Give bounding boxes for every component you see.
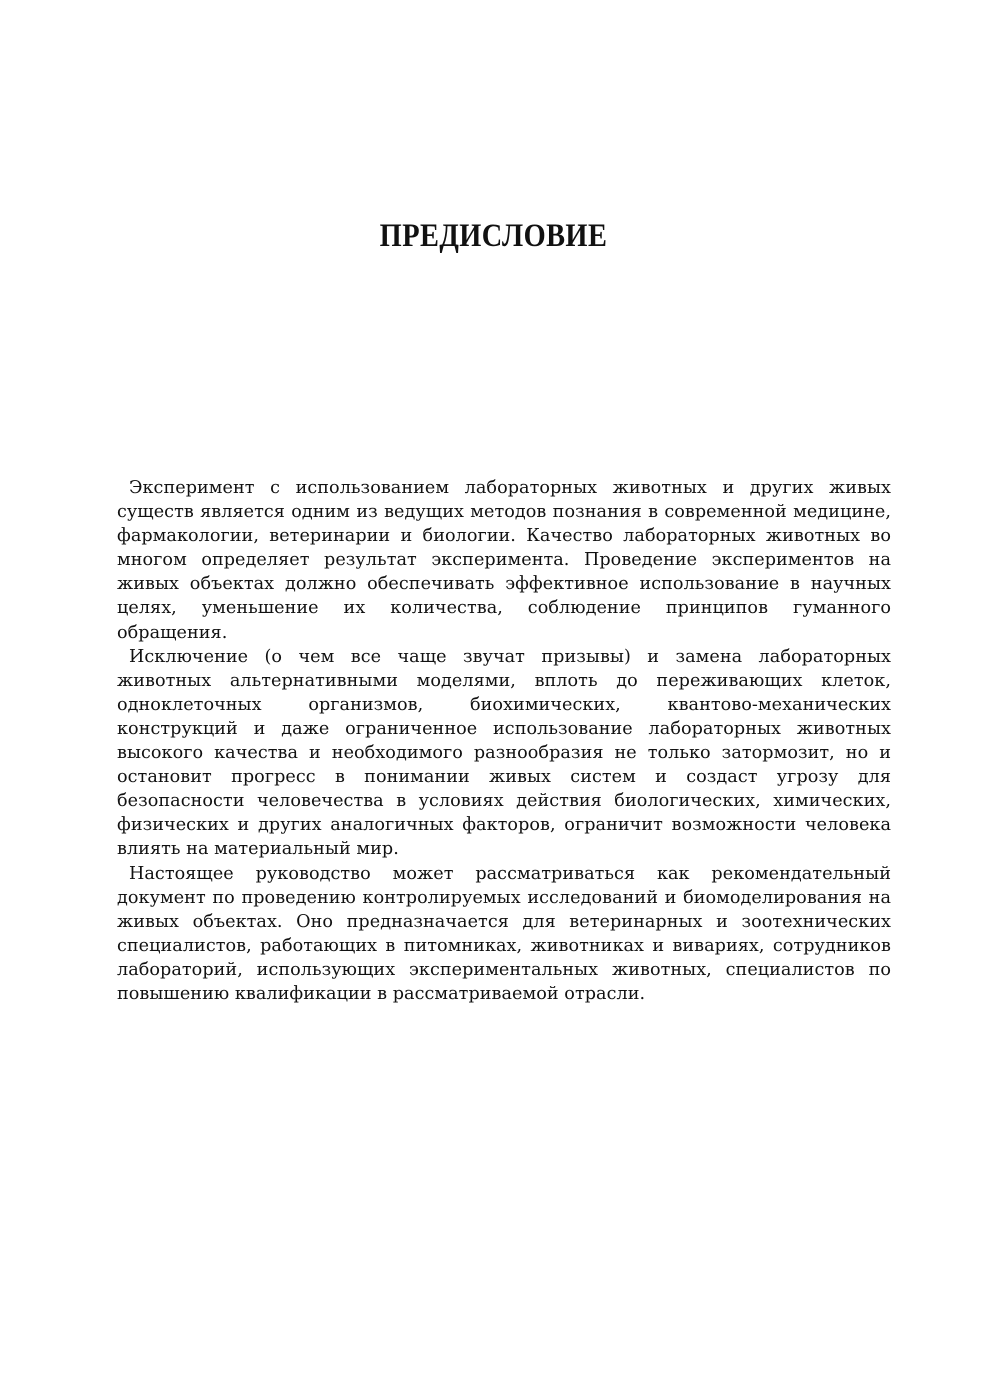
page-title: ПРЕДИСЛОВИЕ — [379, 218, 608, 254]
paragraph-3: Настоящее руководство может рассматриваться как рекомендательный документ по проведению контролируемых исследований и биомоделирования на живых объектах. Оно предназначается для ветеринарных и зоотехнических специалистов, работающих в питомниках, животниках и вивариях, сотрудников лабораторий, использующих экспериментальных животных, специалистов по повышению квалификации в рассматриваемой отрасли. — [117, 863, 891, 1004]
body-text — [117, 476, 891, 1006]
paragraph-1: Эксперимент с использованием лабораторных животных и других живых существ является одним из ведущих методов познания в современной медицине, фармакологии, ветеринарии и биологии. Качество лабораторных животных во многом определяет результат эксперимента. Проведение экспериментов на живых объектах должно обеспечивать эффективное использование в научных целях, уменьшение их количества, соблюдение принципов гуманного обращения. — [117, 478, 891, 643]
paragraph-2: Исключение (о чем все чаще звучат призывы) и замена лабораторных животных альтернативными моделями, вплоть до переживающих клеток, одноклеточных организмов, биохимических, квантово-механических конструкций и даже ограниченное использование лабораторных животных высокого качества и необходимого разнообразия не только затормозит, но и остановит прогресс в понимании живых систем и создаст угрозу для безопасности человечества в условиях действия биологических, химических, физических и других аналогичных факторов, ограничит возможности человека влиять на материальный мир. — [117, 646, 891, 860]
